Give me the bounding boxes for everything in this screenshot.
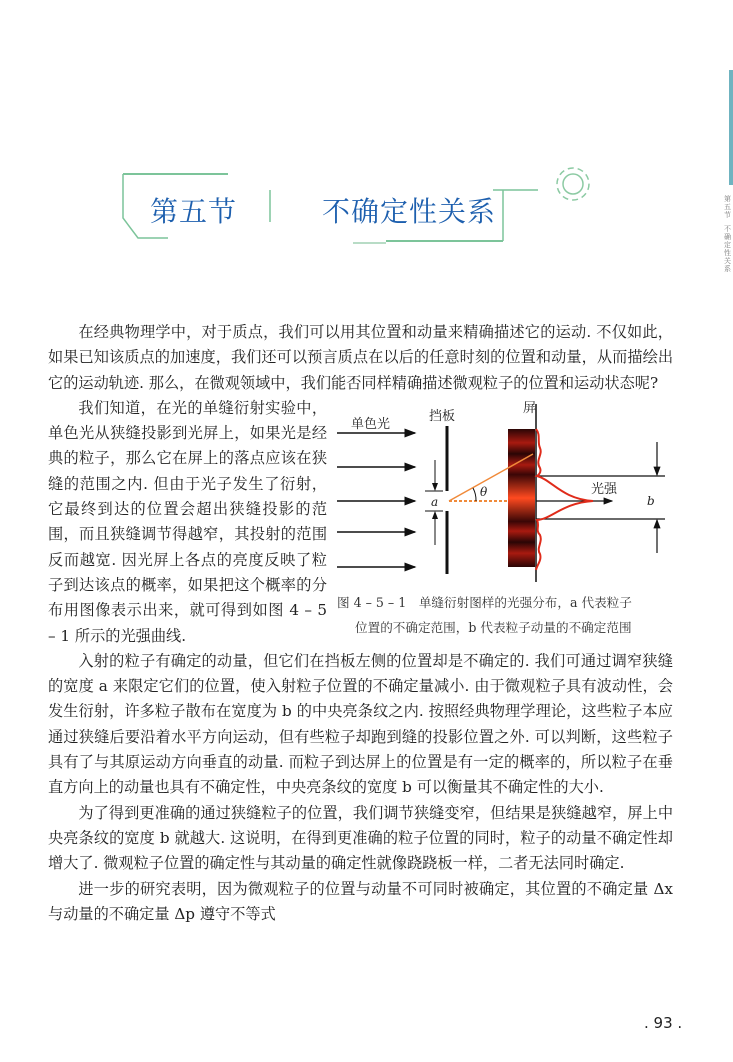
- gear-icon: [557, 168, 589, 200]
- paragraph: 我们知道，在光的单缝衍射实验中，单色光从狭缝投影到光屏上，如果光是经典的粒子，那么它在屏上的落点应该在狭缝的范围之内. 但由于光子发生了衍射，它最终到达的位置会超出狭缝投影的范围，而且狭缝调节得越窄，其投射的范围反而越宽. 因光屏上各点的亮度反映了粒子到达该点的概率，如果把这个概率的分布用图像表示出来，就可得到如图 4 – 5 – 1 所示的光强曲线.: [48, 398, 327, 645]
- caption-line-2: 位置的不确定范围，b 代表粒子动量的不确定范围: [355, 619, 632, 635]
- paragraph: 为了得到更准确的通过狭缝粒子的位置，我们调节狭缝变窄，但结果是狭缝越窄，屏上中央亮条纹的宽度 b 就越大. 这说明，在得到更准确的粒子位置的同时，粒子的动量不确定性却增大了. 微观粒子位置的确定性与其动量的确定性就像跷跷板一样，二者无法同时确定.: [48, 803, 673, 873]
- label-screen: 屏: [523, 400, 537, 416]
- side-title: 不确定性关系: [724, 225, 731, 273]
- light-arrows: [337, 433, 415, 567]
- paragraph: 进一步的研究表明，因为微观粒子的位置与动量不可同时被确定，其位置的不确定量 Δx 与动量的不确定量 Δp 遵守不等式: [48, 879, 673, 923]
- page-number: . 93 .: [644, 1014, 683, 1032]
- body-text: [48, 320, 673, 927]
- paragraph: 入射的粒子有确定的动量，但它们在挡板左侧的位置却是不确定的. 我们可通过调窄狭缝的宽度 a 来限定它们的位置，使入射粒子位置的不确定量减小. 由于微观粒子具有波动性，会发生衍射，许多粒子散布在宽度为 b 的中央亮条纹之内. 按照经典物理学理论，这些粒子本应通过狭缝后要沿着水平方向运动，但有些粒子却跑到缝的投影位置之外. 可以判断，这些粒子具有了与其原运动方向垂直的动量. 而粒子到达屏上的位置是有一定的概率的，所以粒子在垂直方向上的动量也具有不确定性，中央亮条纹的宽度 b 可以衡量其不确定性的大小.: [48, 651, 673, 797]
- section-label: 第五节: [150, 195, 238, 228]
- label-theta: θ: [480, 484, 488, 499]
- label-a: a: [431, 494, 439, 509]
- chapter-side-tab: [729, 70, 733, 185]
- caption-line-1: 图 4 – 5 – 1 单缝衍射图样的光强分布，a 代表粒子: [337, 594, 632, 610]
- diffraction-pattern: [508, 429, 535, 567]
- label-intensity: 光强: [591, 481, 618, 497]
- figure-4-5-1: [337, 394, 677, 644]
- side-section: 第五节: [724, 195, 731, 219]
- figure-caption: [337, 590, 677, 640]
- side-running-title: [724, 195, 733, 279]
- paragraph: 在经典物理学中，对于质点，我们可以用其位置和动量来精确描述它的运动. 不仅如此，如果已知该质点的加速度，我们还可以预言质点在以后的任意时刻的位置和动量，从而描绘出它的运动轨迹. 那么，在微观领域中，我们能否同样精确描述微观粒子的位置和运动状态呢?: [48, 323, 673, 392]
- label-b: b: [647, 493, 655, 508]
- page-title: 不确定性关系: [322, 195, 497, 228]
- label-light: 单色光: [351, 416, 391, 432]
- intensity-curve: [536, 429, 593, 570]
- diffraction-diagram: [337, 400, 677, 590]
- label-barrier: 挡板: [429, 408, 456, 424]
